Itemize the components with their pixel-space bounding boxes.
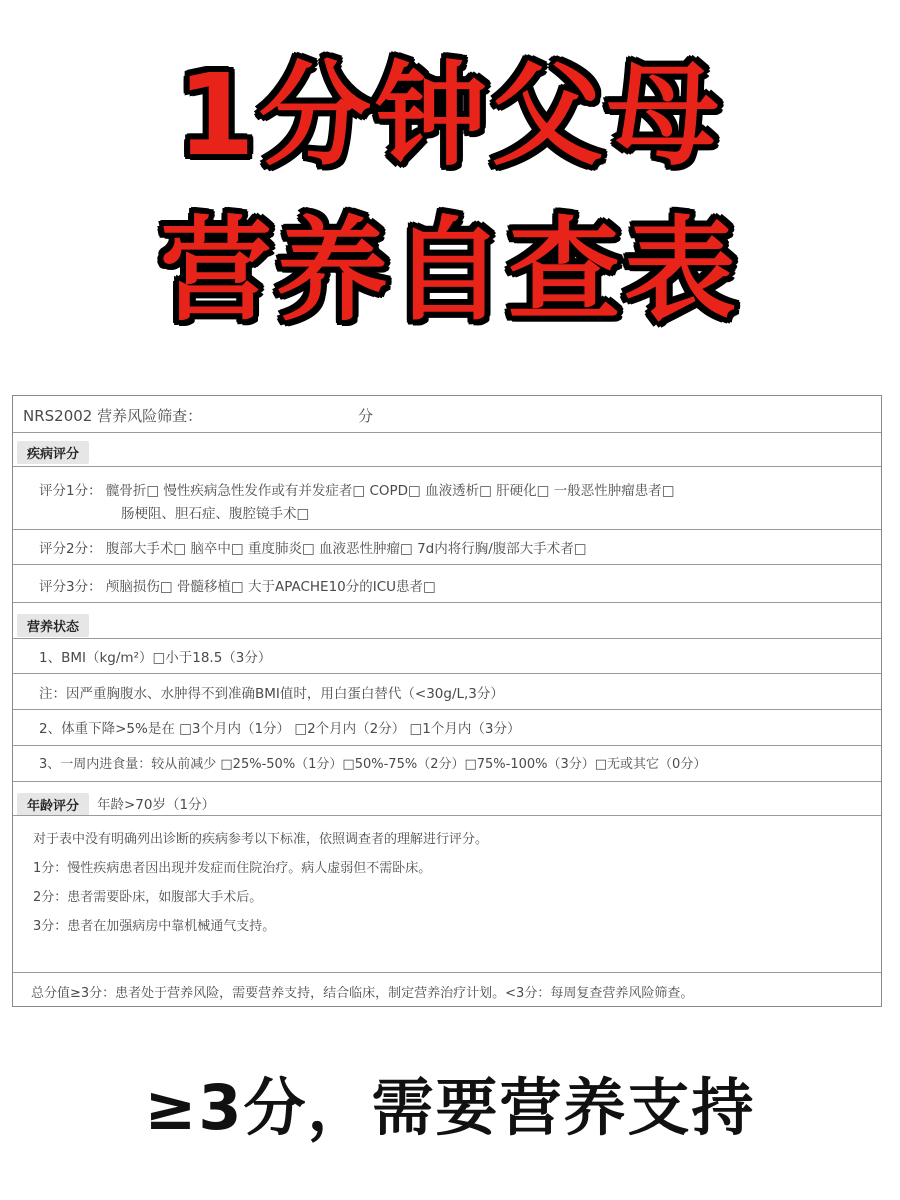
age-criterion: 年龄>70岁（1分） [97,797,216,813]
criteria-3: 3分：患者在加强病房中靠机械通气支持。 [33,919,276,934]
section-label-nutrition: 营养状态 [17,614,89,637]
criteria-intro: 对于表中没有明确列出诊断的疾病参考以下标准，依照调查者的理解进行评分。 [33,832,489,847]
divider [13,432,881,433]
divider [13,564,881,565]
total-score-note: 总分值≥3分：患者处于营养风险，需要营养支持，结合临床，制定营养治疗计划。<3分：每周复查营养风险筛查。 [31,986,694,1001]
nutrition-intake: 3、一周内进食量：较从前减少 □25%-50%（1分）□50%-75%（2分）□75%-100%（3分）□无或其它（0分） [39,757,707,772]
footer-slogan: ≥3分，需要营养支持 [144,1071,756,1144]
nrs2002-form [12,395,882,1007]
divider [13,466,881,467]
nutrition-weight: 2、体重下降>5%是在 □3个月内（1分） □2个月内（2分） □1个月内（3分） [39,721,521,737]
criteria-1: 1分：慢性疾病患者因出现并发症而住院治疗。病人虚弱但不需卧床。 [33,861,432,876]
form-header: NRS2002 营养风险筛查： [23,407,203,425]
disease-score1-line1: 评分1分： 髋骨折□ 慢性疾病急性发作或有并发症者□ COPD□ 血液透析□ 肝硬化□ 一般恶性肿瘤患者□ [39,483,675,499]
form-header-unit: 分 [358,407,374,425]
disease-score3: 评分3分： 颅脑损伤□ 骨髓移植□ 大于APACHE10分的ICU患者□ [39,579,436,595]
divider [13,815,881,816]
nutrition-note: 注：因严重胸腹水、水肿得不到准确BMI值时，用白蛋白替代（<30g/L,3分） [39,686,504,702]
nutrition-bmi: 1、BMI（kg/m²）□小于18.5（3分） [39,650,272,666]
title-line-2: 营养自查表 [160,206,740,336]
section-label-age: 年龄评分 [17,793,89,816]
divider [13,602,881,603]
divider [13,745,881,746]
disease-score2: 评分2分： 腹部大手术□ 脑卒中□ 重度肺炎□ 血液恶性肿瘤□ 7d内将行胸/腹部大手术者□ [39,541,587,557]
divider [13,529,881,530]
disease-score1-line2: 肠梗阻、胆石症、腹腔镜手术□ [121,506,310,522]
divider [13,709,881,710]
divider [13,638,881,639]
divider [13,781,881,782]
divider [13,673,881,674]
title-line-1: 1分钟父母 [177,51,723,181]
criteria-2: 2分：患者需要卧床，如腹部大手术后。 [33,890,263,905]
divider [13,972,881,973]
section-label-disease: 疾病评分 [17,441,89,464]
